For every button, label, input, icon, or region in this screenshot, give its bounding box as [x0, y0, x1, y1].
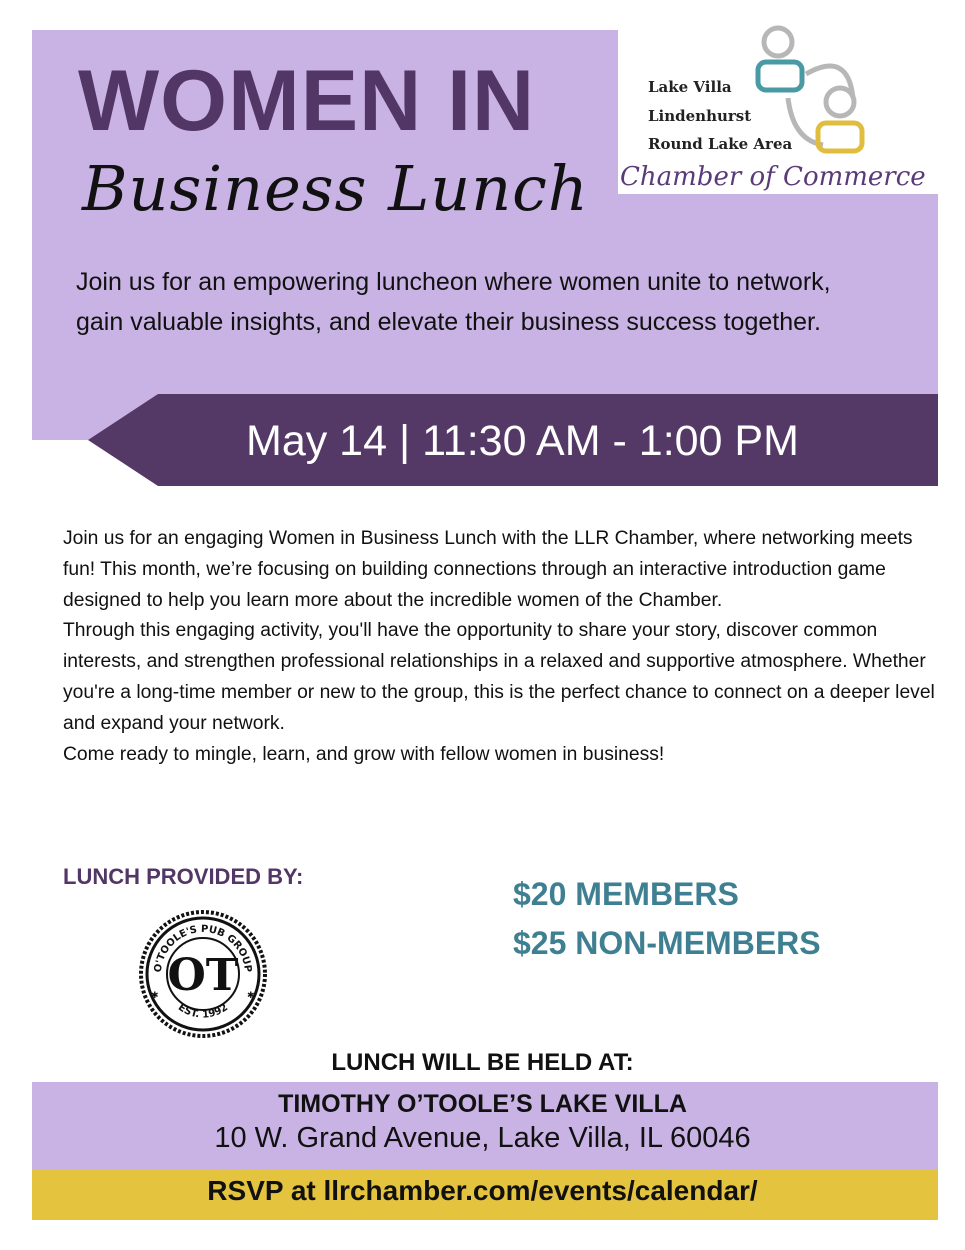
chamber-logo: [618, 20, 948, 194]
price-members: $20 MEMBERS: [513, 876, 739, 912]
event-description: [63, 524, 943, 770]
otooles-pub-group-seal: [131, 910, 275, 1038]
logo-line4: Chamber of Commerce: [620, 162, 926, 192]
people-network-icon: [618, 20, 948, 194]
price-non-members: $25 NON-MEMBERS: [513, 925, 821, 961]
description-paragraph: Join us for an engaging Women in Business Lunch with the LLR Chamber, where networking meets fun! This month, we’re focusing on building connections through an interactive introduction game designed to help you learn more about the incredible women of the Chamber.: [63, 528, 913, 611]
svg-text:✱: ✱: [247, 990, 255, 1000]
venue-name: TIMOTHY O’TOOLE’S LAKE VILLA: [278, 1090, 687, 1118]
svg-text:✱: ✱: [151, 990, 159, 1000]
event-datetime: May 14 | 11:30 AM - 1:00 PM: [246, 417, 799, 465]
lunch-provided-label: LUNCH PROVIDED BY:: [63, 864, 304, 889]
seal-bottom-text: EST. 1992: [175, 1002, 231, 1021]
title-business-lunch: Business Lunch: [82, 152, 589, 225]
logo-line2: Lindenhurst: [648, 107, 752, 125]
seal-monogram: OT: [167, 950, 239, 1001]
title-women-in: WOMEN IN: [78, 53, 536, 149]
logo-line1: Lake Villa: [648, 78, 732, 96]
description-paragraph: Through this engaging activity, you'll have the opportunity to share your story, discover common interests, and strengthen professional relationships in a relaxed and supportive atmosphere. Whether you're a long-time member or new to the group, this is the perfect chance to connect on a deeper level and expand your network.: [63, 620, 935, 734]
intro-text: Join us for an empowering luncheon where women unite to network, gain valuable insights, and elevate their business success together.: [76, 268, 831, 336]
venue-heading: LUNCH WILL BE HELD AT:: [331, 1049, 634, 1076]
rsvp-link[interactable]: RSVP at llrchamber.com/events/calendar/: [207, 1175, 758, 1206]
seal-top-text: O'TOOLE'S PUB GROUP: [152, 923, 254, 973]
venue-address: 10 W. Grand Avenue, Lake Villa, IL 60046: [214, 1122, 751, 1154]
description-paragraph: Come ready to mingle, learn, and grow with fellow women in business!: [63, 743, 665, 765]
logo-line3: Round Lake Area: [648, 135, 793, 153]
